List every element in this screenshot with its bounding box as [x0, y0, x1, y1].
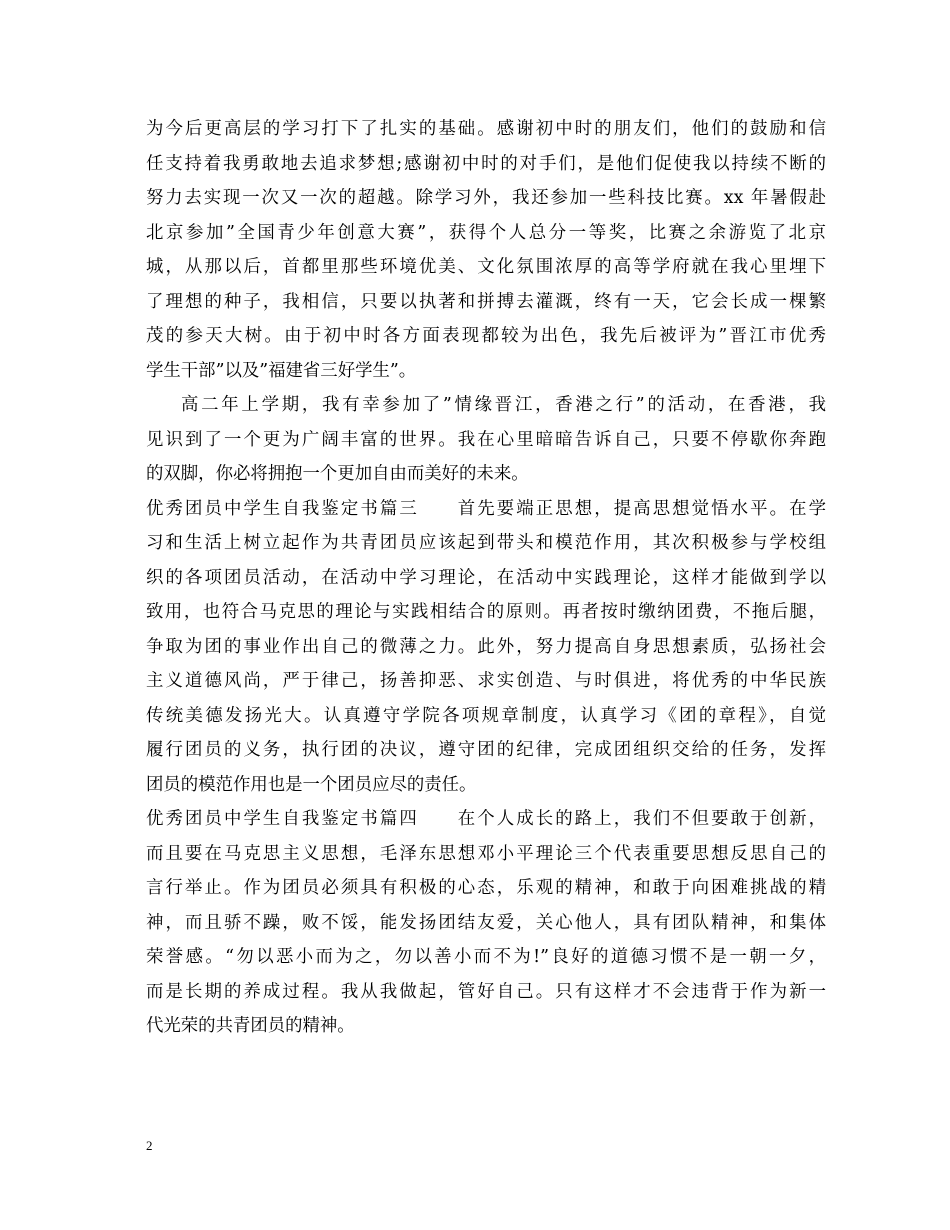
text-line: 优秀团员中学生自我鉴定书篇三 首先要端正思想，提高思想觉悟水平。在学	[146, 498, 826, 519]
text-line: 任支持着我勇敢地去追求梦想;感谢初中时的对手们，是他们促使我以持续不断的	[146, 153, 826, 174]
text-line: 代光荣的共青团员的精神。	[146, 1016, 355, 1036]
text-line: 为今后更高层的学习打下了扎实的基础。感谢初中时的朋友们，他们的鼓励和信	[146, 119, 826, 139]
text-line: 团员的模范作用也是一个团员应尽的责任。	[146, 774, 477, 795]
text-line: 努力去实现一次又一次的超越。除学习外，我还参加一些科技比赛。xx 年暑假赴	[146, 188, 826, 208]
text-line: 习和生活上树立起作为共青团员应该起到带头和模范作用，其次积极参与学校组	[146, 533, 826, 553]
text-line: 了理想的种子，我相信，只要以执著和拼搏去灌溉，终有一天，它会长成一棵繁	[146, 291, 826, 312]
text-line: 高二年上学期，我有幸参加了”情缘晋江，香港之行”的活动，在香港，我	[181, 395, 826, 415]
text-line: 学生干部”以及”福建省三好学生”。	[146, 360, 417, 381]
text-line: 神，而且骄不躁，败不馁，能发扬团结友爱，关心他人，具有团队精神，和集体	[146, 912, 826, 933]
text-line: 茂的参天大树。由于初中时各方面表现都较为出色，我先后被评为”晋江市优秀	[146, 326, 826, 346]
text-line: 荣誉感。“勿以恶小而为之，勿以善小而不为!”良好的道德习惯不是一朝一夕，	[146, 947, 826, 967]
text-line: 城，从那以后，首都里那些环境优美、文化氛围浓厚的高等学府就在我心里埋下	[146, 257, 826, 277]
text-line: 织的各项团员活动，在活动中学习理论，在活动中实践理论，这样才能做到学以	[146, 567, 826, 588]
page-number: 2	[146, 1138, 153, 1153]
text-line: 言行举止。作为团员必须具有积极的心态，乐观的精神，和敢于向困难挑战的精	[146, 878, 826, 898]
text-line: 的双脚，你必将拥抱一个更加自由而美好的未来。	[146, 464, 529, 484]
text-line: 主义道德风尚，严于律己，扬善抑恶、求实创造、与时俱进，将优秀的中华民族	[146, 671, 826, 691]
text-line: 履行团员的义务，执行团的决议，遵守团的纪律，完成团组织交给的任务，发挥	[146, 740, 826, 760]
text-line: 而是长期的养成过程。我从我做起，管好自己。只有这样才不会违背于作为新一	[146, 981, 826, 1002]
text-line: 优秀团员中学生自我鉴定书篇四 在个人成长的路上，我们不但要敢于创新，	[146, 809, 826, 829]
text-line: 传统美德发扬光大。认真遵守学院各项规章制度，认真学习《团的章程》，自觉	[146, 705, 826, 726]
text-line: 见识到了一个更为广阔丰富的世界。我在心里暗暗告诉自己，只要不停歇你奔跑	[146, 429, 826, 450]
text-line: 而且要在马克思主义思想，毛泽东思想邓小平理论三个代表重要思想反思自己的	[146, 843, 826, 864]
body-text	[146, 112, 826, 1044]
text-line: 致用，也符合马克思的理论与实践相结合的原则。再者按时缴纳团费，不拖后腿，	[146, 602, 826, 622]
text-line: 北京参加”全国青少年创意大赛”，获得个人总分一等奖，比赛之余游览了北京	[146, 222, 826, 243]
text-line: 争取为团的事业作出自己的微薄之力。此外，努力提高自身思想素质，弘扬社会	[146, 636, 826, 657]
